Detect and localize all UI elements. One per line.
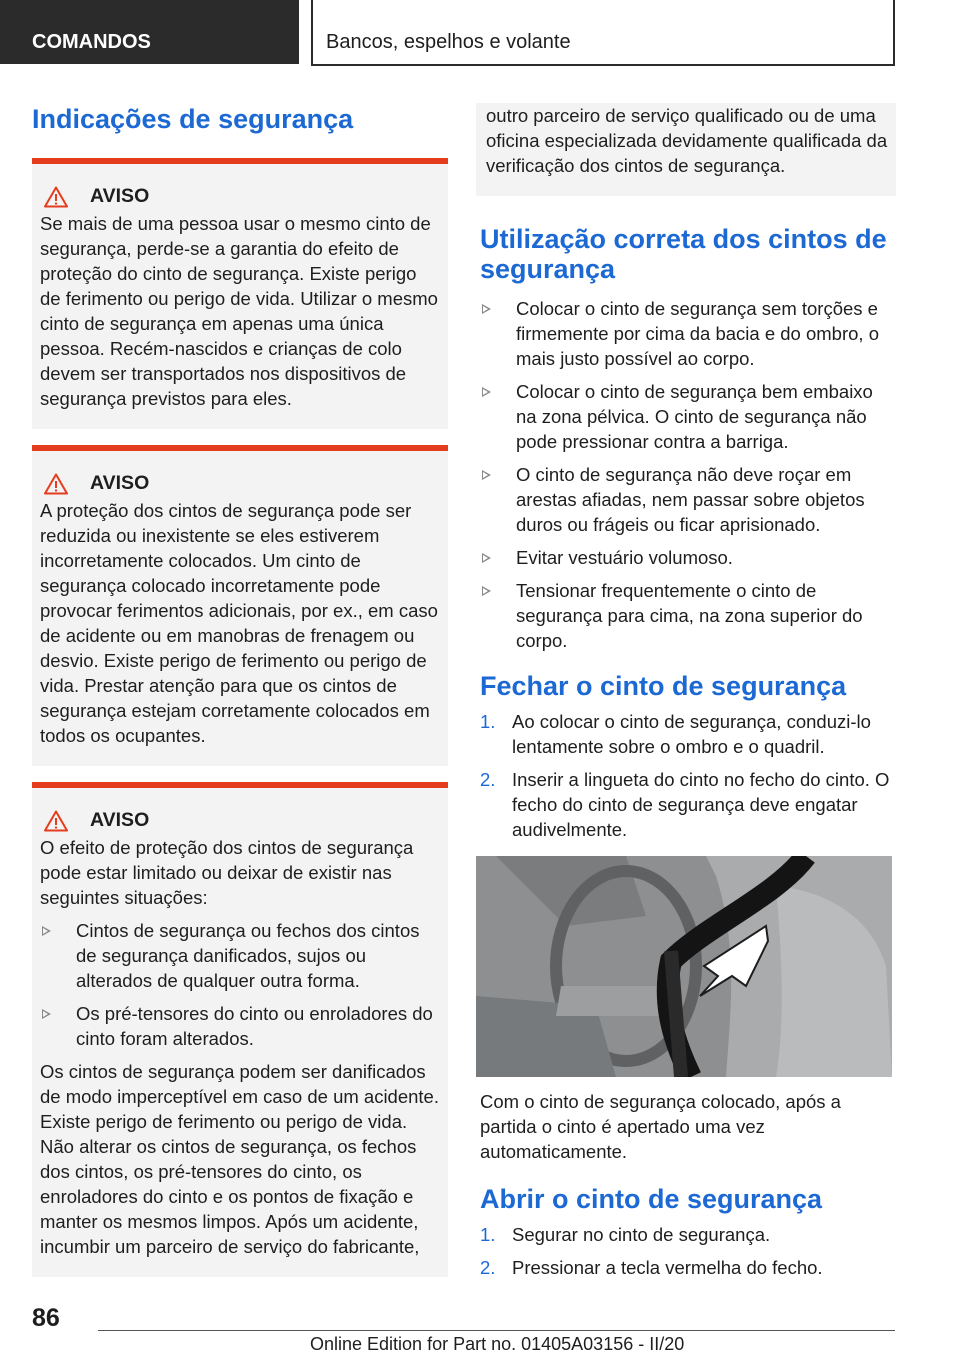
usage-list [480,296,896,653]
edition-note: Online Edition for Part no. 01405A03156 - II/20 [310,1334,685,1354]
chapter-title: Bancos, espelhos e volante [326,31,571,53]
warning-triangle-icon [44,810,68,832]
list-item: 2. Pressionar a tecla vermelha do fecho. [480,1257,823,1278]
warning-box-1 [32,158,448,429]
warning-header [44,184,440,209]
step-number: 2. [480,769,496,790]
safety-heading: Indicações de segurança [32,104,354,134]
bullet-triangle-icon [42,1009,51,1019]
warning-label: AVISO [90,809,150,831]
right-column [476,103,896,1288]
fasten-heading: Fechar o cinto de segurança [480,671,847,701]
list-item: Os pré-tensores do cinto ou enroladores do cinto foram alterados. [40,1001,440,1051]
list-item: Evitar vestuário volumoso. [480,545,896,570]
warning-text: Os cintos de segurança podem ser danificados de modo imperceptível em caso de um acidente. Existe perigo de ferimento ou perigo de vida. Não alterar os cintos de segurança, os fechos dos cintos, os pré-tensores do cinto, os enroladores do cinto e os pontos de fixação e manter os mesmos limpos. Após um acidente, incumbir um parceiro de serviço do fabricante, [40,1061,439,1257]
list-item: Colocar o cinto de segurança sem torções e firmemente por cima da bacia e do ombro, o mais justo possível ao corpo. [480,296,896,371]
warning-label: AVISO [90,472,150,494]
section-label: COMANDOS [32,31,151,53]
step-number: 2. [480,1257,496,1278]
warning-triangle-icon [44,473,68,495]
warning-triangle-icon [44,186,68,208]
bullet-triangle-icon [482,553,491,563]
open-steps [480,1222,896,1280]
list-item: 2. Inserir a lingueta do cinto no fecho do cinto. O fecho do cinto de segurança deve engatar audivelmente. [480,769,890,840]
bullet-triangle-icon [42,926,51,936]
header-divider-right [893,0,895,66]
warning-header [44,808,440,833]
fasten-steps [480,709,896,842]
warning-text: A proteção dos cintos de segurança pode ser reduzida ou inexistente se eles estiverem incorretamente colocados. Um cinto de segurança colocado incorretamente pode provocar ferimentos adicionais, por ex., em caso de acidente ou em manobras de frenagem ou desvio. Existe perigo de ferimento ou perigo de vida. Prestar atenção para que os cintos de segurança estejam corretamente colocados em todos os ocupantes. [40,500,438,746]
warning-continuation [476,103,896,196]
step-number: 1. [480,1224,496,1245]
header-divider [311,0,313,66]
bullet-triangle-icon [482,586,491,596]
continuation-text: outro parceiro de serviço qualificado ou de uma oficina especializada devidamente qualificada da verificação dos cintos de segurança. [486,105,888,176]
left-column [32,96,448,1277]
footer-rule [98,1330,895,1331]
warning-text: Se mais de uma pessoa usar o mesmo cinto de segurança, perde-se a garantia do efeito de proteção do cinto de segurança. Existe perigo de ferimento ou perigo de vida. Utilizar o mesmo cinto de segurança em apenas uma única pessoa. Recém-nascidos e crianças de colo devem ser transportados nos dispositivos de segurança previstos para eles. [40,213,438,409]
warning-box-3 [32,782,448,1277]
page-number: 86 [32,1304,60,1332]
warning-bullet-list [40,918,440,1051]
warning-header [44,471,440,496]
list-item: 1. Segurar no cinto de segurança. [480,1224,771,1245]
warning-box-2 [32,445,448,766]
list-item: 1. Ao colocar o cinto de segurança, conduzi-lo lentamente sobre o ombro e o quadril. [480,711,871,757]
seatbelt-figure [476,856,892,1077]
bullet-triangle-icon [482,304,491,314]
open-heading: Abrir o cinto de segurança [480,1184,823,1214]
bullet-triangle-icon [482,387,491,397]
step-number: 1. [480,711,496,732]
list-item: Cintos de segurança ou fechos dos cintos de segurança danificados, sujos ou alterados de qualquer outra forma. [40,918,440,993]
list-item: Colocar o cinto de segurança bem embaixo na zona pélvica. O cinto de segurança não pode pressionar contra a barriga. [480,379,896,454]
fasten-caption: Com o cinto de segurança colocado, após a partida o cinto é apertado uma vez automaticamente. [480,1091,841,1162]
seatbelt-illustration [476,856,892,1077]
warning-label: AVISO [90,185,150,207]
header-underline [311,64,895,66]
list-item: O cinto de segurança não deve roçar em arestas afiadas, nem passar sobre objetos duros ou frágeis ou ficar aprisionado. [480,462,896,537]
warning-intro: O efeito de proteção dos cintos de segurança pode estar limitado ou deixar de existir nas seguintes situações: [40,837,414,908]
usage-heading: Utilização correta dos cintos de segurança [480,224,887,284]
list-item: Tensionar frequentemente o cinto de segurança para cima, na zona superior do corpo. [480,578,896,653]
section-tab [0,0,299,64]
bullet-triangle-icon [482,470,491,480]
